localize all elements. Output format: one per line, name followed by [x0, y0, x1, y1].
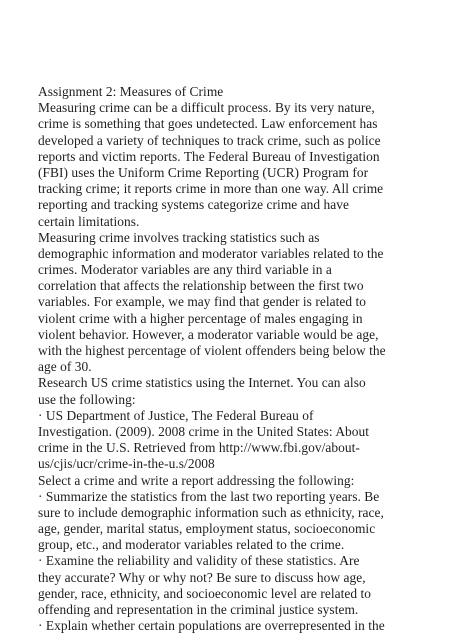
bullet-line: · Summarize the statistics from the last two reporting years. Be [38, 488, 380, 504]
text-line: crime is something that goes undetected. Law enforcement has [38, 116, 378, 132]
text-line: us/cjis/ucr/crime-in-the-u.s/2008 [38, 456, 215, 472]
text-line: (FBI) uses the Uniform Crime Reporting (UCR) Program for [38, 164, 369, 180]
text-line: age, gender, marital status, employment status, socioeconomic [38, 521, 376, 537]
document-page [38, 84, 438, 634]
text-line: they accurate? Why or why not? Be sure to discuss how age, [38, 569, 366, 585]
text-line: Measuring crime involves tracking statistics such as [38, 229, 320, 245]
text-line: developed a variety of techniques to track crime, such as police [38, 132, 381, 148]
bullet-line: · Explain whether certain populations are overrepresented in the [38, 618, 385, 634]
text-line: tracking crime; it reports crime in more than one way. All crime [38, 181, 384, 197]
text-line: reporting and tracking systems categorize crime and have [38, 197, 350, 213]
text-line: Investigation. (2009). 2008 crime in the United States: About [38, 423, 370, 439]
text-line: use the following: [38, 391, 136, 407]
bullet-line: · US Department of Justice, The Federal Bureau of [38, 407, 314, 423]
document-title: Assignment 2: Measures of Crime [38, 84, 224, 99]
text-line: Research US crime statistics using the Internet. You can also [38, 375, 366, 391]
text-line: crimes. Moderator variables are any third variable in a [38, 262, 332, 278]
text-line: with the highest percentage of violent offenders being below the [38, 343, 386, 358]
text-line: reports and victim reports. The Federal Bureau of Investigation [38, 148, 380, 164]
text-line: sure to include demographic information such as ethnicity, race, [38, 504, 384, 520]
text-line: certain limitations. [38, 213, 140, 229]
text-line: crime in the U.S. Retrieved from http://www.fbi.gov/about- [38, 440, 360, 456]
bullet-line: · Examine the reliability and validity of these statistics. Are [38, 553, 360, 569]
text-line: offending and representation in the criminal justice system. [38, 602, 359, 617]
text-line: gender, race, ethnicity, and socioeconomic level are related to [38, 585, 372, 601]
text-line: group, etc., and moderator variables related to the crime. [38, 537, 345, 553]
text-line: violent behavior. However, a moderator variable would be age, [38, 326, 379, 342]
text-line: correlation that affects the relationship between the first two [38, 278, 364, 294]
text-line: variables. For example, we may find that gender is related to [38, 294, 367, 310]
text-line: Measuring crime can be a difficult process. By its very nature, [38, 100, 375, 116]
text-line: demographic information and moderator variables related to the [38, 245, 384, 261]
text-line: Select a crime and write a report addressing the following: [38, 472, 355, 488]
text-line: age of 30. [38, 359, 92, 375]
text-line: violent crime with a higher percentage of males engaging in [38, 310, 363, 326]
